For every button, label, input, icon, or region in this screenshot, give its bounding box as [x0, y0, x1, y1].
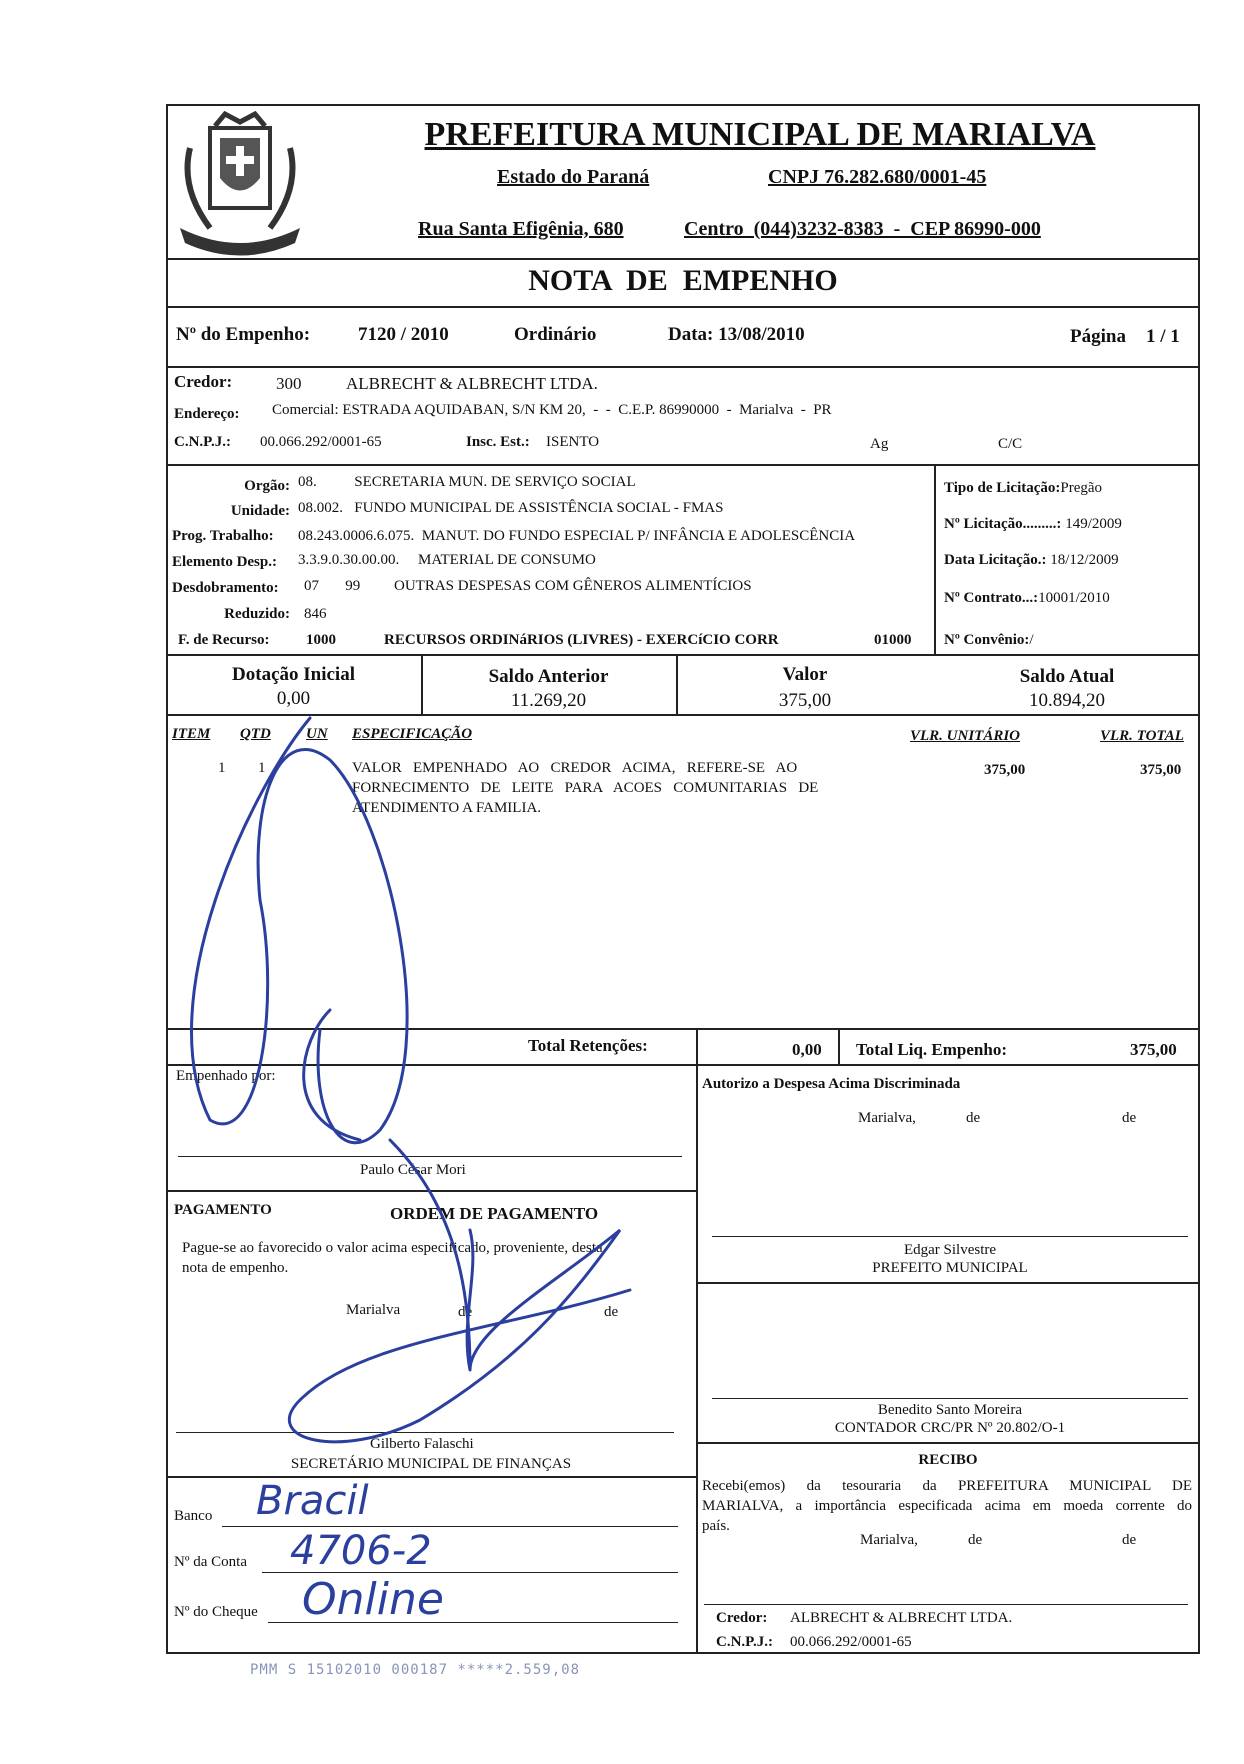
dotacao-inicial-value: 0,00 [276, 688, 311, 709]
total-liq-value: 375,00 [1130, 1040, 1177, 1059]
prog-label: Prog. Trabalho: [172, 528, 274, 544]
desd-label: Desdobramento: [172, 580, 279, 596]
banco-handwritten: Bracil [256, 1478, 369, 1524]
unidade-label: Unidade: [230, 503, 290, 519]
empenhado-name: Paulo César Mori [360, 1162, 466, 1178]
saldo-anterior-value: 11.269,20 [510, 690, 587, 711]
header-address2: Centro (044)3232-8383 - CEP 86990-000 [684, 218, 1041, 240]
pag-de2: de [604, 1304, 619, 1320]
elem-label: Elemento Desp.: [172, 554, 277, 570]
item-desc-line2: FORNECIMENTO DE LEITE PARA ACOES COMUNITARIAS DE [352, 780, 819, 796]
endereco-value: Comercial: ESTRADA AQUIDABAN, S/N KM 20, - - C.E.P. 86990000 - Marialva - PR [272, 402, 832, 418]
autorizo-de2: de [1122, 1110, 1137, 1126]
frec-code: 01000 [874, 632, 912, 648]
total-liq-label: Total Liq. Empenho: [856, 1040, 1007, 1059]
empenhado-label: Empenhado por: [176, 1068, 276, 1084]
cnpj-value: 00.066.292/0001-65 [260, 434, 382, 450]
frec-label: F. de Recurso: [178, 632, 270, 648]
recibo-cnpj: 00.066.292/0001-65 [790, 1634, 912, 1650]
recibo-text3: país. [702, 1518, 730, 1534]
num-convenio-value: / [1029, 632, 1034, 648]
tipo-licitacao-value: Pregão [1060, 480, 1103, 496]
contador-name: Benedito Santo Moreira [877, 1402, 1023, 1418]
insc-value: ISENTO [546, 434, 600, 450]
cheque-label: Nº do Cheque [174, 1604, 258, 1620]
conta-handwritten: 4706-2 [290, 1528, 432, 1574]
recibo-de1: de [968, 1532, 983, 1548]
unidade-value: 08.002. FUNDO MUNICIPAL DE ASSISTÊNCIA SOCIAL - FMAS [298, 500, 724, 516]
col-item: ITEM [172, 726, 211, 742]
page-label: Página [1070, 326, 1126, 347]
endereco-label: Endereço: [174, 406, 240, 422]
prefeito-name: Edgar Silvestre [903, 1242, 997, 1258]
desd-value: 07 99 OUTRAS DESPESAS COM GÊNEROS ALIMENTÍCIOS [304, 578, 752, 594]
insc-label: Insc. Est.: [466, 434, 530, 450]
num-licitacao-value: 149/2009 [1065, 516, 1122, 532]
credor-name: ALBRECHT & ALBRECHT LTDA. [346, 374, 598, 393]
doc-title: NOTA DE EMPENHO [528, 264, 838, 297]
total-retencoes-label: Total Retenções: [528, 1036, 648, 1055]
pag-de1: de [458, 1304, 473, 1320]
empenho-date: Data: 13/08/2010 [668, 324, 805, 345]
item-desc-line1: VALOR EMPENHADO AO CREDOR ACIMA, REFERE-SE AO [352, 760, 798, 776]
saldo-atual-label: Saldo Atual [1019, 666, 1115, 687]
col-especificacao: ESPECIFICAÇÃO [352, 726, 473, 742]
pag-place: Marialva [346, 1302, 401, 1318]
frec-desc: RECURSOS ORDINáRIOS (LIVRES) - EXERCíCIO CORR [384, 632, 779, 648]
autorizo-label: Autorizo a Despesa Acima Discriminada [702, 1076, 961, 1092]
recibo-credor: ALBRECHT & ALBRECHT LTDA. [790, 1610, 1013, 1626]
elem-value: 3.3.9.0.30.00.00. MATERIAL DE CONSUMO [298, 552, 596, 568]
recibo-de2: de [1122, 1532, 1137, 1548]
cnpj-label: C.N.P.J.: [174, 434, 231, 450]
reduzido-value: 846 [304, 606, 327, 622]
valor-label: Valor [782, 664, 828, 685]
header-address: Rua Santa Efigênia, 680 [418, 218, 624, 240]
conta-label: Nº da Conta [174, 1554, 247, 1570]
col-vlr-total: VLR. TOTAL [1100, 728, 1184, 744]
prog-value: 08.243.0006.6.075. MANUT. DO FUNDO ESPECIAL P/ INFÂNCIA E ADOLESCÊNCIA [298, 528, 856, 544]
item-total: 375,00 [1140, 762, 1182, 778]
tipo-licitacao-label: Tipo de Licitação: [944, 480, 1061, 496]
saldo-atual-value: 10.894,20 [1029, 690, 1105, 711]
num-contrato-value: 10001/2010 [1038, 590, 1110, 606]
empenho-num-label: Nº do Empenho: [176, 324, 311, 345]
frec-value: 1000 [306, 632, 336, 648]
credor-label: Credor: [174, 372, 233, 391]
col-un: UN [306, 726, 328, 742]
autorizo-de1: de [966, 1110, 981, 1126]
ag-label: Ag [870, 436, 889, 452]
orgao-value: 08. SECRETARIA MUN. DE SERVIÇO SOCIAL [298, 474, 636, 490]
item-unit: 375,00 [984, 762, 1026, 778]
empenho-num: 7120 / 2010 [358, 324, 449, 345]
col-vlr-unitario: VLR. UNITÁRIO [910, 728, 1021, 744]
dotacao-inicial-label: Dotação Inicial [232, 664, 355, 685]
pague-text2: nota de empenho. [182, 1260, 289, 1276]
ordem-pagamento: ORDEM DE PAGAMENTO [390, 1204, 599, 1223]
mechanical-stamp: PMM S 15102010 000187 *****2.559,08 [250, 1662, 581, 1678]
num-contrato-label: Nº Contrato...: [944, 590, 1039, 606]
col-qtd: QTD [240, 726, 271, 742]
credor-code: 300 [276, 374, 302, 393]
recibo-text1: Recebi(emos) da tesouraria da PREFEITURA MUNICIPAL DE [702, 1478, 1192, 1494]
secretario-role: SECRETÁRIO MUNICIPAL DE FINANÇAS [290, 1456, 572, 1472]
pagamento-label: PAGAMENTO [174, 1202, 272, 1218]
recibo-text2: MARIALVA, a importância especificada acima em moeda corrente do [702, 1498, 1192, 1514]
reduzido-label: Reduzido: [224, 606, 290, 622]
header-cnpj: CNPJ 76.282.680/0001-45 [768, 166, 987, 188]
recibo-cnpj-label: C.N.P.J.: [716, 1634, 773, 1650]
num-convenio-label: Nº Convênio: [944, 632, 1030, 648]
header-state: Estado do Paraná [497, 166, 650, 188]
cheque-handwritten: Online [302, 1574, 444, 1625]
orgao-label: Orgão: [244, 478, 290, 494]
pague-text1: Pague-se ao favorecido o valor acima especificado, proveniente, desta [182, 1240, 603, 1256]
recibo-label: RECIBO [918, 1452, 978, 1468]
recibo-credor-label: Credor: [716, 1610, 768, 1626]
prefeito-role: PREFEITO MUNICIPAL [872, 1260, 1028, 1276]
header-title: PREFEITURA MUNICIPAL DE MARIALVA [424, 116, 1096, 153]
data-licitacao-label: Data Licitação.: [944, 552, 1047, 568]
secretario-name: Gilberto Falaschi [370, 1436, 474, 1452]
page-number: 1 / 1 [1146, 326, 1180, 347]
empenho-type: Ordinário [514, 324, 597, 345]
cc-label: C/C [998, 436, 1023, 452]
data-licitacao-value: 18/12/2009 [1050, 552, 1119, 568]
autorizo-place: Marialva, [858, 1110, 916, 1126]
banco-label: Banco [174, 1508, 213, 1524]
item-qtd: 1 [258, 760, 266, 776]
saldo-anterior-label: Saldo Anterior [488, 666, 609, 687]
total-retencoes-value: 0,00 [792, 1040, 822, 1059]
contador-role: CONTADOR CRC/PR Nº 20.802/O-1 [834, 1420, 1066, 1436]
item-num: 1 [218, 760, 226, 776]
valor-value: 375,00 [778, 690, 832, 711]
recibo-place: Marialva, [860, 1532, 918, 1548]
num-licitacao-label: Nº Licitação.........: [944, 516, 1062, 532]
item-desc-line3: ATENDIMENTO A FAMILIA. [352, 800, 542, 816]
